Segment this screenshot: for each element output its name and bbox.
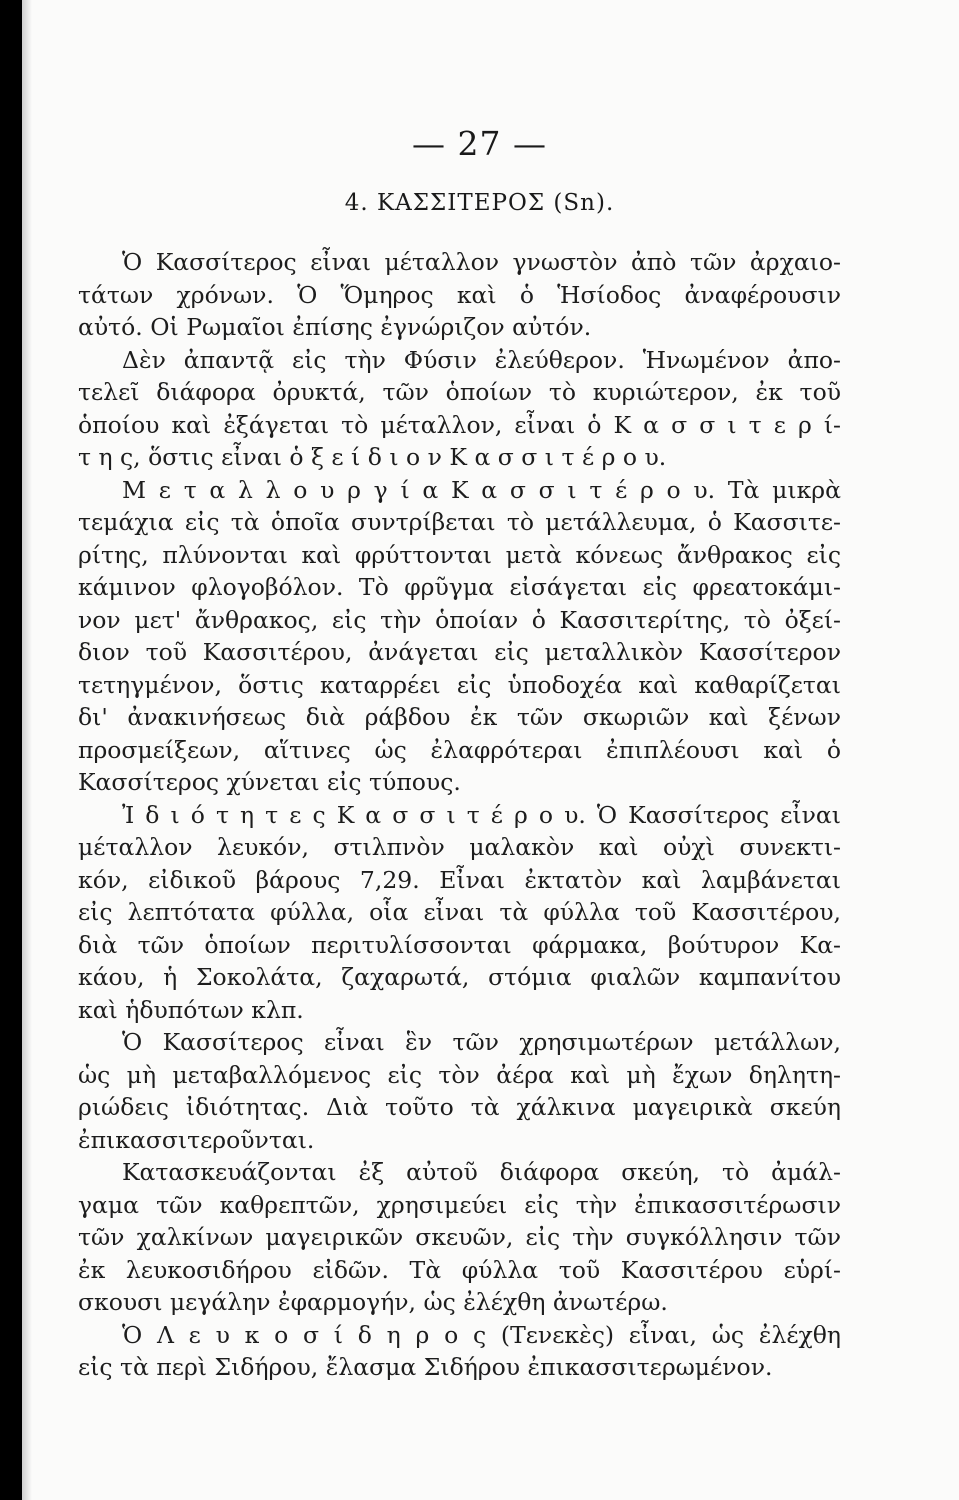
text-line: Κατασκευάζονται ἐξ αὐτοῦ διάφορα σκεύη, τὸ ἀμάλ- (122, 1158, 841, 1186)
text-line: ριώδεις ἰδιότητας. Διὰ τοῦτο τὰ χάλκινα μαγειρικὰ σκεύη (78, 1093, 841, 1121)
text-line: Κασσίτερος χύνεται εἰς τύπους. (78, 768, 461, 796)
text-line: σκουσι μεγάλην ἐφαρμογήν, ὡς ἐλέχθη ἀνωτέρω. (78, 1288, 668, 1316)
text-line: Μ ε τ α λ λ ο υ ρ γ ί α Κ α σ σ ι τ έ ρ ο υ. Τὰ μικρὰ (122, 475, 841, 504)
chapter-title: 4. ΚΑΣΣΙΤΕΡΟΣ (Sn). (344, 190, 615, 216)
text-line: τάτων χρόνων. Ὁ Ὅμηρος καὶ ὁ Ἡσίοδος ἀναφέρουσιν (78, 280, 841, 309)
text-line: τετηγμένον, ὅστις καταρρέει εἰς ὑποδοχέα καὶ καθαρίζεται (78, 670, 841, 699)
text-line: μέταλλον λευκόν, στιλπνὸν μαλακὸν καὶ οὐχὶ συνεκτι- (78, 833, 841, 861)
text-line: Ὁ Κασσίτερος εἶναι μέταλλον γνωστὸν ἀπὸ τῶν ἀρχαιο- (122, 248, 841, 276)
text-line: εἰς λεπτότατα φύλλα, οἷα εἶναι τὰ φύλλα τοῦ Κασσιτέρου, (78, 898, 841, 926)
text-line: καὶ ἡδυπότων κλπ. (78, 995, 304, 1024)
text-line: ἐκ λευκοσιδήρου εἰδῶν. Τὰ φύλλα τοῦ Κασσιτέρου εὑρί- (78, 1255, 841, 1284)
text-line: διον τοῦ Κασσιτέρου, ἀνάγεται εἰς μεταλλικὸν Κασσίτερον (78, 638, 841, 666)
text-line: Ἰ δ ι ό τ η τ ε ς Κ α σ σ ι τ έ ρ ο υ. Ὁ Κασσίτερος εἶναι (122, 800, 841, 829)
text-line: κόν, εἰδικοῦ βάρους 7,29. Εἶναι ἐκτατὸν καὶ λαμβάνεται (78, 865, 841, 894)
text-line: εἰς τὰ περὶ Σιδήρου, ἔλασμα Σιδήρου ἐπικασσιτερωμένον. (78, 1353, 773, 1381)
text-line: ὁποίου καὶ ἐξάγεται τὸ μέταλλον, εἶναι ὁ Κ α σ σ ι τ ε ρ ί- (78, 410, 841, 439)
text-line: τεμάχια εἰς τὰ ὁποῖα συντρίβεται τὸ μετάλλευμα, ὁ Κασσιτε- (78, 508, 841, 536)
text-line: δι' ἀνακινήσεως διὰ ράβδου ἐκ τῶν σκωριῶν καὶ ξένων (78, 703, 841, 731)
text-line: κάου, ἡ Σοκολάτα, ζαχαρωτά, στόμια φιαλῶν καμπανίτου (78, 963, 841, 991)
body-text (78, 246, 841, 1384)
text-line: ρίτης, πλύνονται καὶ φρύττονται μετὰ κόνεως ἄνθρακος εἰς (78, 540, 841, 569)
text-line: γαμα τῶν καθρεπτῶν, χρησιμεύει εἰς τὴν ἐπικασσιτέρωσιν (78, 1190, 841, 1219)
text-line: Δὲν ἀπαντᾷ εἰς τὴν Φύσιν ἐλεύθερον. Ἡνωμένον ἀπο- (122, 345, 841, 374)
text-line: Ὁ Λ ε υ κ ο σ ί δ η ρ ο ς (Τενεκὲς) εἶναι, ὡς ἐλέχθη (122, 1320, 841, 1349)
text-line: νον μετ' ἄνθρακος, εἰς τὴν ὁποίαν ὁ Κασσιτερίτης, τὸ ὀξεί- (78, 605, 841, 634)
text-line: ὡς μὴ μεταβαλλόμενος εἰς τὸν ἀέρα καὶ μὴ ἔχων δηλητη- (78, 1060, 841, 1089)
page-number: — 27 — (412, 124, 547, 163)
text-line: τῶν χαλκίνων μαγειρικῶν σκευῶν, εἰς τὴν συγκόλλησιν τῶν (78, 1223, 841, 1251)
text-line: αὐτό. Οἱ Ρωμαῖοι ἐπίσης ἐγνώριζον αὐτόν. (78, 313, 592, 341)
text-line: κάμινον φλογοβόλον. Τὸ φρῦγμα εἰσάγεται εἰς φρεατοκάμι- (78, 573, 841, 601)
text-line: Ὁ Κασσίτερος εἶναι ἓν τῶν χρησιμωτέρων μετάλλων, (122, 1028, 841, 1056)
page-spine-shadow (22, 0, 32, 1500)
text-line: τ η ς, ὅστις εἶναι ὁ ξ ε ί δ ι ο ν Κ α σ σ ι τ έ ρ ο υ. (78, 443, 667, 471)
text-line: τελεῖ διάφορα ὀρυκτά, τῶν ὁποίων τὸ κυριώτερον, ἐκ τοῦ (78, 378, 841, 406)
text-line: προσμείξεων, αἵτινες ὡς ἐλαφρότεραι ἐπιπλέουσι καὶ ὁ (78, 735, 841, 764)
text-line: ἐπικασσιτεροῦνται. (78, 1125, 315, 1154)
text-line: διὰ τῶν ὁποίων περιτυλίσσονται φάρμακα, βούτυρον Κα- (78, 930, 841, 959)
